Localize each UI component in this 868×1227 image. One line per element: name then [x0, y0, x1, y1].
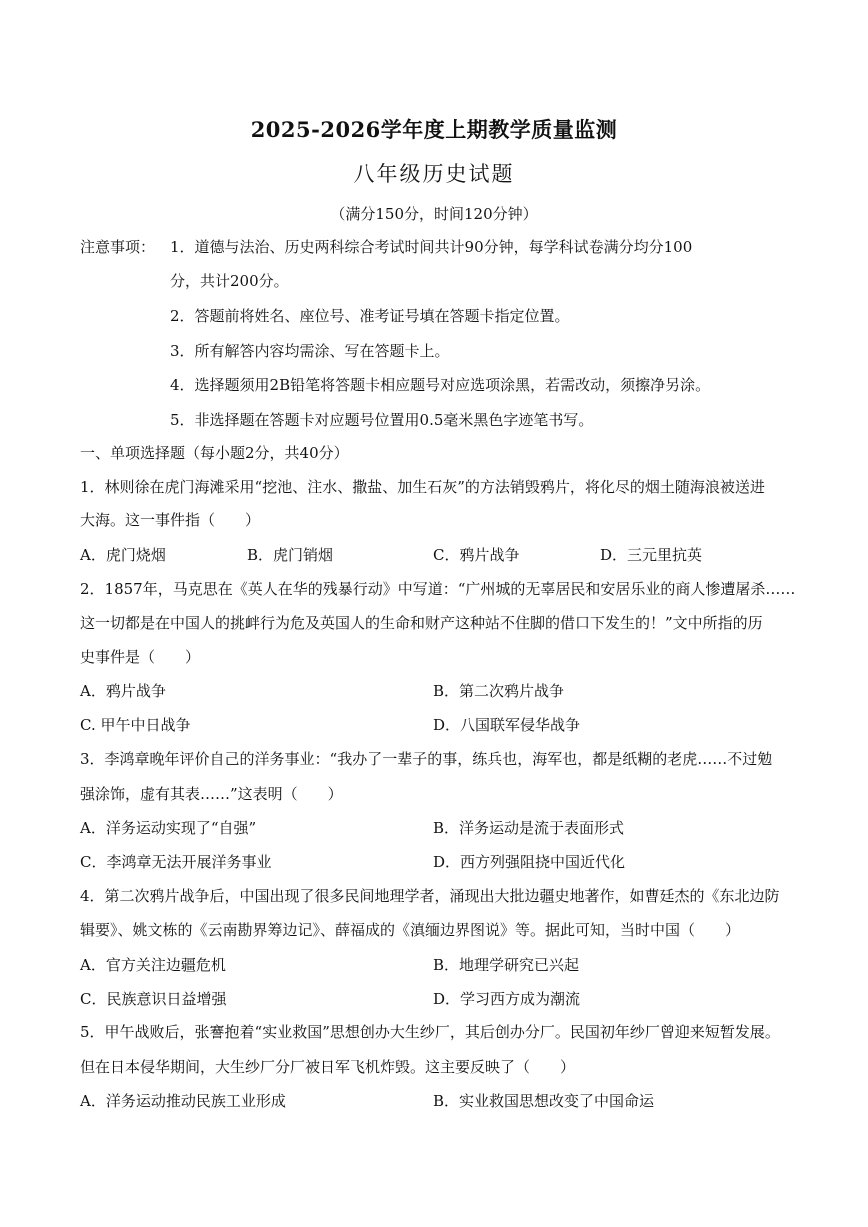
notice-item-5: 5．非选择题在答题卡对应题号位置用0.5毫米黑色字迹笔书写。	[170, 411, 594, 429]
question-1-option-a: A．虎门烧烟	[80, 546, 166, 564]
question-4-option-c: C．民族意识日益增强	[80, 990, 227, 1008]
question-5-line-1: 5．甲午战败后，张謇抱着“实业救国”思想创办大生纱厂，其后创办分厂。民国初年纱厂曾迎来短暂发展。	[80, 1023, 780, 1041]
question-3-line-1: 3．李鸿章晚年评价自己的洋务事业：“我办了一辈子的事，练兵也，海军也，都是纸糊的老虎……不过勉	[80, 750, 773, 768]
exam-subject-title: 八年级历史试题	[353, 162, 515, 186]
question-5-line-2: 但在日本侵华期间，大生纱厂分厂被日军飞机炸毁。这主要反映了（ ）	[80, 1058, 576, 1076]
question-4-line-1: 4．第二次鸦片战争后，中国出现了很多民间地理学者，涌现出大批边疆史地著作，如曹廷杰的《东北边防	[80, 887, 780, 905]
question-4-option-a: A．官方关注边疆危机	[80, 956, 226, 974]
notice-item-2: 2．答题前将姓名、座位号、准考证号填在答题卡指定位置。	[170, 307, 570, 325]
question-3-option-c: C．李鸿章无法开展洋务事业	[80, 853, 272, 871]
question-2-line-3: 史事件是（ ）	[80, 648, 201, 666]
question-1-option-c: C．鸦片战争	[433, 546, 520, 564]
question-2-option-c: C. 甲午中日战争	[80, 716, 191, 734]
notice-item-1: 1．道德与法治、历史两科综合考试时间共计90分钟，每学科试卷满分均分100	[170, 238, 693, 256]
score-time-note: （满分150分，时间120分钟）	[330, 205, 538, 223]
question-2-option-d: D．八国联军侵华战争	[433, 716, 581, 734]
notice-item-1-cont: 分，共计200分。	[170, 272, 289, 290]
question-4-option-b: B．地理学研究已兴起	[433, 956, 580, 974]
question-2-line-1: 2．1857年，马克思在《英人在华的残暴行动》中写道：“广州城的无辜居民和安居乐业的商人惨遭屠杀……	[80, 580, 796, 598]
question-1-option-d: D．三元里抗英	[600, 546, 703, 564]
question-2-line-2: 这一切都是在中国人的挑衅行为危及英国人的生命和财产这种站不住脚的借口下发生的！”文中所指的历	[80, 614, 763, 632]
notice-label: 注意事项：	[80, 238, 156, 256]
question-3-line-2: 强涂饰，虚有其表……”这表明（ ）	[80, 785, 343, 803]
exam-title: 2025-2026学年度上期教学质量监测	[250, 117, 618, 142]
section-heading: 一、单项选择题（每小题2分，共40分）	[80, 444, 349, 462]
question-1-option-b: B．虎门销烟	[247, 546, 334, 564]
question-3-option-d: D．西方列强阻挠中国近代化	[433, 853, 626, 871]
question-5-option-b: B．实业救国思想改变了中国命运	[433, 1092, 655, 1110]
notice-item-4: 4．选择题须用2B铅笔将答题卡相应题号对应选项涂黑，若需改动，须擦净另涂。	[170, 376, 711, 394]
notice-item-3: 3．所有解答内容均需涂、写在答题卡上。	[170, 342, 450, 360]
question-1-line-2: 大海。这一事件指（ ）	[80, 511, 261, 529]
question-4-option-d: D．学习西方成为潮流	[433, 990, 581, 1008]
question-1-line-1: 1．林则徐在虎门海滩采用“挖池、注水、撒盐、加生石灰”的方法销毁鸦片，将化尽的烟土随海浪被送进	[80, 478, 765, 496]
question-5-option-a: A．洋务运动推动民族工业形成	[80, 1092, 286, 1110]
question-2-option-b: B．第二次鸦片战争	[433, 682, 565, 700]
question-3-option-b: B．洋务运动是流于表面形式	[433, 819, 625, 837]
question-4-line-2: 辑要》、姚文栋的《云南勘界筹边记》、薛福成的《滇缅边界图说》等。据此可知，当时中国（ ）	[80, 921, 741, 939]
question-3-option-a: A．洋务运动实现了“自强”	[80, 819, 257, 837]
question-2-option-a: A．鸦片战争	[80, 682, 166, 700]
